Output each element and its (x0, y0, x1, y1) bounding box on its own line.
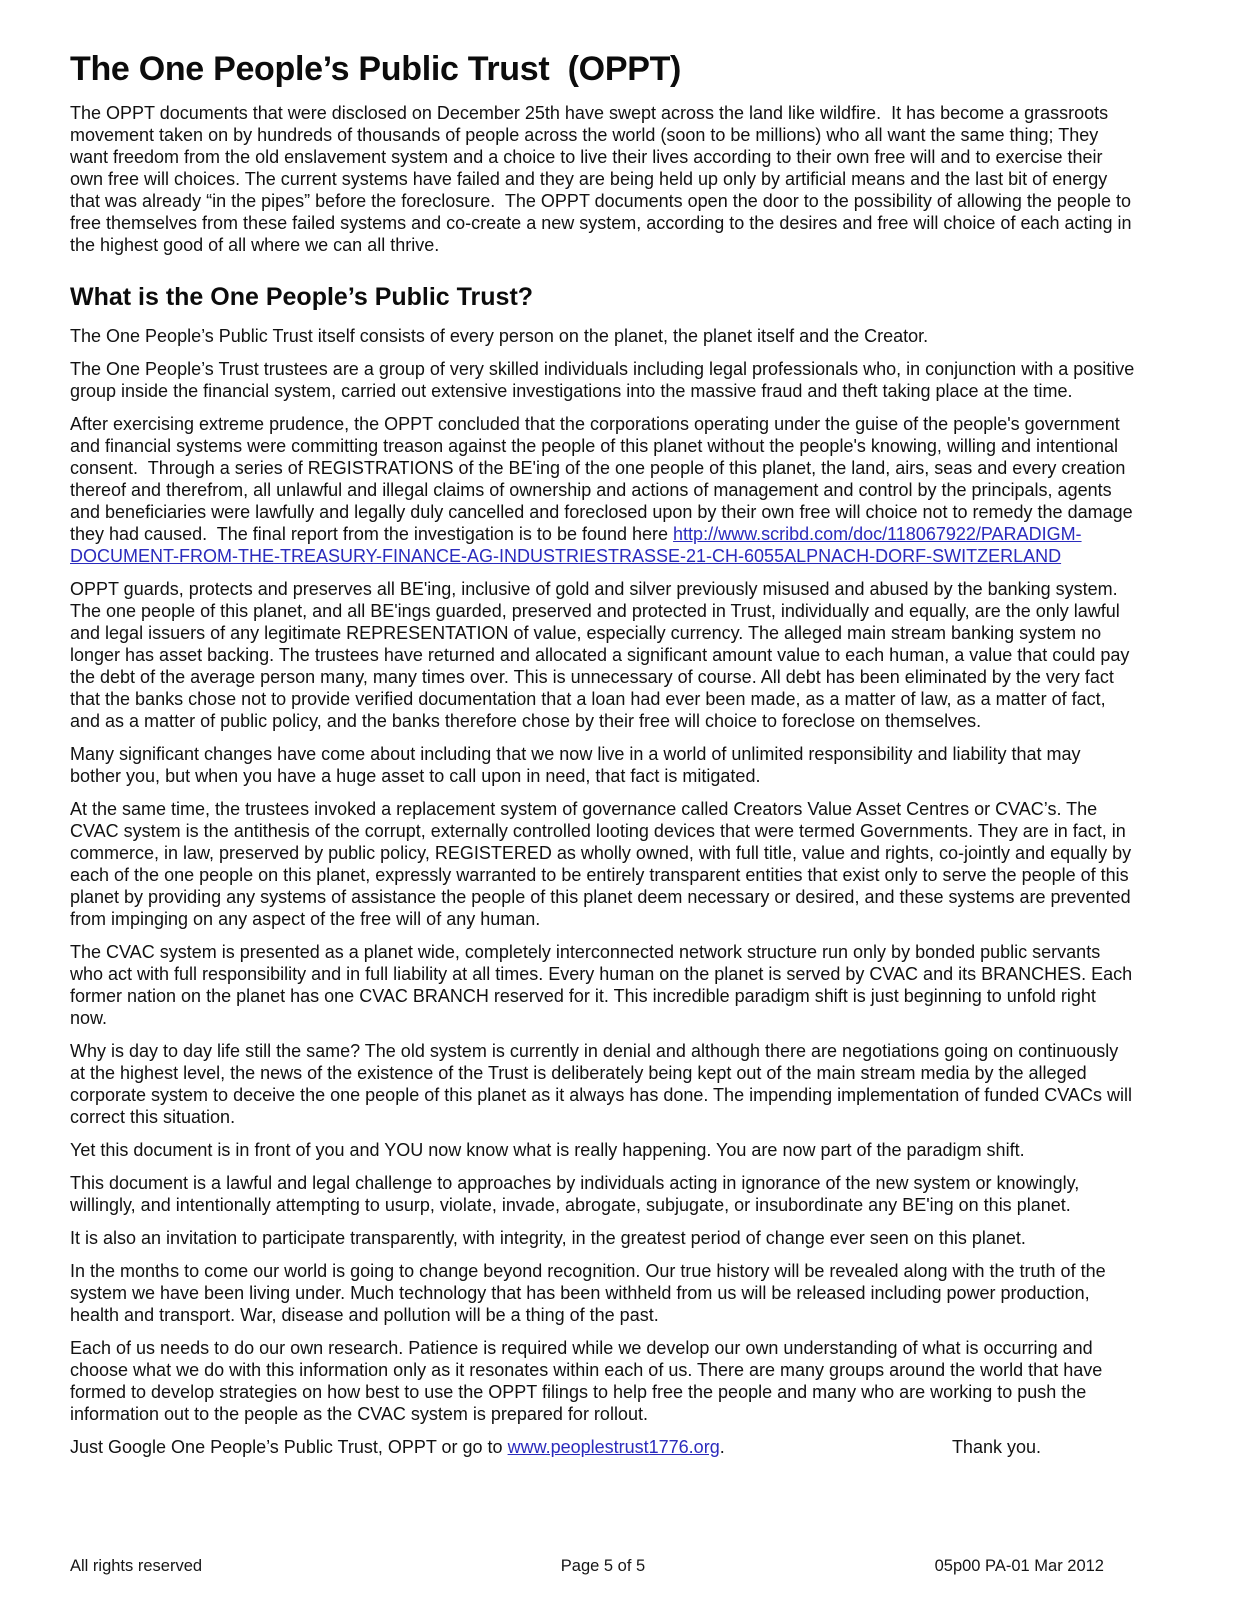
scribd-report-link[interactable]: http://www.scribd.com/doc/118067922/PARADIGM-DOCUMENT-FROM-THE-TREASURY-FINANCE-AG-INDUSTRIESTRASSE-21-CH-6055ALPNACH-DORF-SWITZERLAND (70, 524, 1082, 566)
paragraph-cvac-invoked: At the same time, the trustees invoked a replacement system of governance called Creators Value Asset Centres or CVAC’s. The CVAC system is the antithesis of the corrupt, externally controlled looting devices that were termed Governments. They are in fact, in commerce, in law, preserved by public policy, REGISTERED as wholly owned, with full title, value and rights, co-jointly and equally by each of the one people on this planet, expressly warranted to be entirely transparent entities that exist only to serve the people of this planet by providing any systems of assistance the people of this planet deem necessary or desired, and these systems are prevented from impinging on any aspect of the free will of any human. (70, 799, 1137, 929)
paragraph-legal-challenge: This document is a lawful and legal challenge to approaches by individuals acting in ignorance of the new system or knowingly, willingly, and intentionally attempting to usurp, violate, invade, abrogate, subjugate, or insubordinate any BE'ing on this planet. (70, 1173, 1085, 1215)
closing-line (70, 1436, 1136, 1458)
footer-doc-code: 05p00 PA-01 Mar 2012 (934, 1557, 1104, 1575)
paragraph-prudence-text: After exercising extreme prudence, the OPPT concluded that the corporations operating under the guise of the people's government and financial systems were committing treason against the people of this planet without the people's knowing, willing and intentional consent. Through a series of REGISTRATIONS of the BE'ing of the one people of this planet, the land, airs, seas and every creation thereof and therefrom, all unlawful and illegal claims of ownership and actions of management and control by the principals, agents and beneficiaries were lawfully and legally duly cancelled and foreclosed upon by their own free will choice not to remedy the damage they had caused. The final report from the investigation is to be found here (70, 414, 1138, 544)
thank-you-text: Thank you. (951, 1437, 1041, 1457)
page-footer (70, 1556, 1136, 1576)
paragraph-paradigm-shift: Yet this document is in front of you and YOU now know what is really happening. You are now part of the paradigm shift. (70, 1140, 1025, 1160)
intro-paragraph: The OPPT documents that were disclosed on December 25th have swept across the land like wildfire. It has become a grassroots movement taken on by hundreds of thousands of people across the world (soon to be millions) who all want the same thing; They want freedom from the old enslavement system and a choice to live their lives according to their own free will and to exercise their own free will choices. The current systems have failed and they are being held up only by artificial means and the last bit of energy that was already “in the pipes” before the foreclosure. The OPPT documents open the door to the possibility of allowing the people to free themselves from these failed systems and co-create a new system, according to the desires and free will choice of each acting in the highest good of all where we can all thrive. (70, 103, 1137, 255)
paragraph-future-changes: In the months to come our world is going to change beyond recognition. Our true history will be revealed along with the truth of the system we have been living under. Much technology that has been withheld from us will be released including power production, health and transport. War, disease and pollution will be a thing of the past. (70, 1261, 1111, 1325)
paragraph-creator: The One People’s Public Trust itself consists of every person on the planet, the planet itself and the Creator. (70, 326, 929, 346)
paragraph-own-research: Each of us needs to do our own research. Patience is required while we develop our own understanding of what is occurring and choose what we do with this information only as it resonates within each of us. There are many groups around the world that have formed to develop strategies on how best to use the OPPT filings to help free the people and many who are working to push the information out to the people as the CVAC system is prepared for rollout. (70, 1338, 1108, 1424)
paragraph-prudence (70, 413, 1136, 567)
footer-rights: All rights reserved (70, 1557, 203, 1575)
paragraph-trustees: The One People’s Trust trustees are a group of very skilled individuals including legal professionals who, in conjunction with a positive group inside the financial system, carried out extensive investigations into the massive fraud and theft taking place at the time. (70, 359, 1140, 401)
peoplestrust-link[interactable]: www.peoplestrust1776.org (507, 1437, 720, 1457)
paragraph-invitation: It is also an invitation to participate transparently, with integrity, in the greatest period of change ever seen on this planet. (70, 1228, 1026, 1248)
page-title: The One People’s Public Trust (OPPT) (70, 50, 682, 88)
footer-page-number: Page 5 of 5 (560, 1557, 646, 1575)
paragraph-cvac-network: The CVAC system is presented as a planet wide, completely interconnected network structure run only by bonded public servants who act with full responsibility and in full liability at all times. Every human on the planet is served by CVAC and its BRANCHES. Each former nation on the planet has one CVAC BRANCH reserved for it. This incredible paradigm shift is just beginning to unfold right now. (70, 942, 1138, 1028)
paragraph-why-same: Why is day to day life still the same? The old system is currently in denial and although there are negotiations going on continuously at the highest level, the news of the existence of the Trust is deliberately being kept out of the main stream media by the alleged corporate system to deceive the one people of this planet as it always has done. The impending implementation of funded CVACs will correct this situation. (70, 1041, 1137, 1127)
section-heading: What is the One People’s Public Trust? (70, 283, 534, 311)
closing-text-before-link: Just Google One People’s Public Trust, OPPT or go to (70, 1437, 508, 1457)
paragraph-oppt-guards: OPPT guards, protects and preserves all BE'ing, inclusive of gold and silver previously misused and abused by the banking system. The one people of this planet, and all BE'ings guarded, preserved and protected in Trust, individually and equally, are the only lawful and legal issuers of any legitimate REPRESENTATION of value, especially currency. The alleged main stream banking system no longer has asset backing. The trustees have returned and allocated a significant amount value to each human, a value that could pay the debt of the average person many, many times over. This is unnecessary of course. All debt has been eliminated by the very fact that the banks chose not to provide verified documentation that a loan had ever been made, as a matter of law, as a matter of fact, and as a matter of public policy, and the banks therefore chose by their free will choice to foreclose on themselves. (70, 579, 1135, 731)
paragraph-significant-changes: Many significant changes have come about including that we now live in a world of unlimited responsibility and liability that may bother you, but when you have a huge asset to call upon in need, that fact is mitigated. (70, 744, 1086, 786)
closing-text-after-link: . (719, 1437, 725, 1457)
